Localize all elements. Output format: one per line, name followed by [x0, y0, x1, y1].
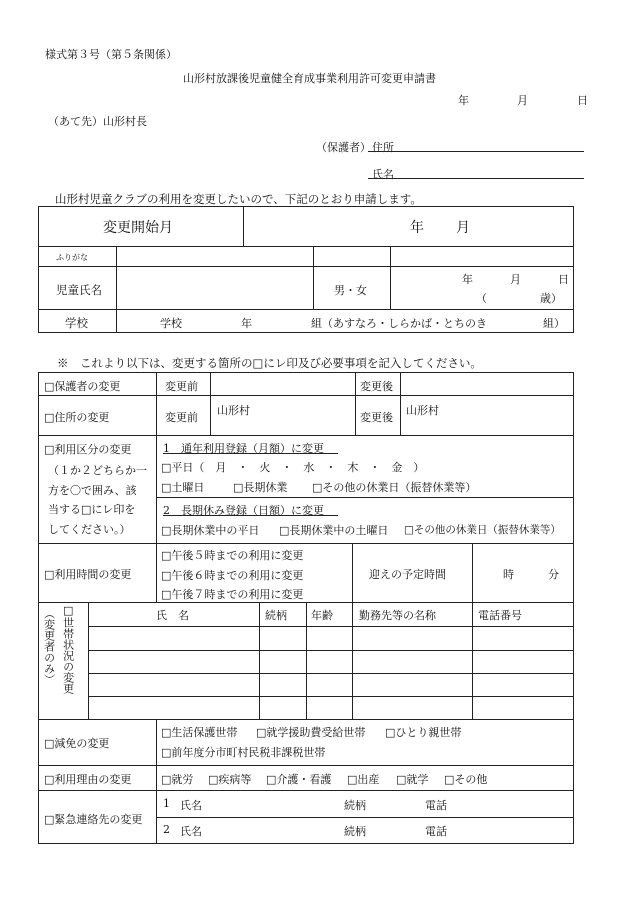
emergency-2-phone[interactable]: 電話: [425, 825, 447, 838]
birth-year[interactable]: 年: [462, 273, 473, 286]
guardian-label: （保護者）: [316, 141, 371, 154]
addressee: （あて先）山形村長: [48, 115, 147, 128]
pickup-hour[interactable]: 時: [503, 568, 514, 581]
reason-work[interactable]: □就労: [161, 773, 194, 786]
date-month[interactable]: 月: [517, 94, 528, 107]
form-number: 様式第３号（第５条関係）: [45, 48, 177, 61]
reason-change-checkbox[interactable]: □利用理由の変更: [44, 773, 132, 786]
weekdays-checkbox[interactable]: □平日（ 月 ・ 火 ・ 水 ・ 木 ・ 金 ）: [161, 461, 425, 474]
address-before-label: 変更前: [165, 411, 198, 424]
time-change-checkbox[interactable]: □利用時間の変更: [44, 568, 132, 581]
household-sub-label: （変更者のみ）: [42, 608, 56, 685]
address-label: 住所: [372, 141, 394, 154]
furigana-label: ふりがな: [56, 253, 88, 262]
household-header-relation: 続柄: [265, 609, 287, 622]
date-day[interactable]: 日: [577, 94, 588, 107]
school-field[interactable]: 学校: [160, 317, 182, 330]
household-header-age: 年齢: [311, 609, 333, 622]
address-after-village[interactable]: 山形村: [406, 404, 439, 417]
page-title: 山形村放課後児童健全育成事業利用許可変更申請書: [183, 72, 436, 85]
time-option-5pm[interactable]: □午後５時までの利用に変更: [161, 549, 304, 562]
option2-title[interactable]: 2 長期休み登録（日額）に変更: [163, 504, 324, 517]
household-header-workplace: 勤務先等の名称: [359, 609, 436, 622]
start-month-month[interactable]: 月: [456, 220, 470, 236]
household-change-checkbox[interactable]: □世帯状況の変更: [61, 604, 75, 694]
time-option-6pm[interactable]: □午後６時までの利用に変更: [161, 569, 304, 582]
emergency-1-relation[interactable]: 続柄: [344, 799, 366, 812]
emergency-2-name[interactable]: 氏名: [180, 825, 202, 838]
class-options[interactable]: 組（あすなろ・しらかば・とちのき: [311, 317, 487, 330]
opt2-other-checkbox[interactable]: □その他の休業日（振替休業等）: [404, 524, 561, 536]
emergency-2-relation[interactable]: 続柄: [344, 825, 366, 838]
reason-other[interactable]: □その他: [444, 773, 488, 786]
household-header-phone: 電話番号: [478, 609, 522, 622]
emergency-1-name[interactable]: 氏名: [180, 799, 202, 812]
start-month-label: 変更開始月: [103, 220, 173, 236]
category-note: （１か２どちらか一 方を〇で囲み、該 当する□にレ印を してください。）: [48, 464, 147, 536]
grade-field[interactable]: 年: [241, 317, 252, 330]
exemption-welfare[interactable]: □生活保護世帯: [161, 726, 238, 739]
address-change-checkbox[interactable]: □住所の変更: [44, 411, 110, 424]
exemption-change-checkbox[interactable]: □減免の変更: [44, 737, 110, 750]
address-before-village[interactable]: 山形村: [217, 404, 250, 417]
address-field[interactable]: [368, 151, 584, 152]
start-month-year[interactable]: 年: [410, 220, 424, 236]
name-field[interactable]: [368, 178, 584, 179]
option1-title[interactable]: 1 通年利用登録（月額）に変更: [163, 442, 324, 455]
time-option-7pm[interactable]: □午後７時までの利用に変更: [161, 588, 304, 601]
age-open: （: [476, 292, 487, 305]
reason-childbirth[interactable]: □出産: [347, 773, 380, 786]
child-name-label: 児童氏名: [56, 283, 102, 297]
exemption-single-parent[interactable]: □ひとり親世帯: [385, 726, 462, 739]
opt2-saturday-checkbox[interactable]: □長期休業中の土曜日: [279, 524, 389, 537]
birth-day[interactable]: 日: [558, 273, 569, 286]
address-after-label: 変更後: [360, 411, 393, 424]
emergency-1-no: 1: [163, 797, 170, 810]
guardian-after-label: 変更後: [360, 380, 393, 393]
long-holiday-checkbox[interactable]: □長期休業: [233, 481, 288, 494]
instruction-note: ※ これより以下は、変更する箇所の□にレ印及び必要事項を記入してください。: [57, 356, 482, 370]
pickup-time-label: 迎えの予定時間: [369, 568, 446, 581]
household-header-name: 氏 名: [156, 609, 189, 622]
age-close[interactable]: 歳）: [540, 292, 562, 305]
category-change-checkbox[interactable]: □利用区分の変更: [44, 443, 132, 456]
emergency-1-phone[interactable]: 電話: [425, 799, 447, 812]
saturday-checkbox[interactable]: □土曜日: [161, 481, 205, 494]
intro-text: 山形村児童クラブの利用を変更したいので、下記のとおり申請します。: [55, 192, 422, 206]
exemption-school-aid[interactable]: □就学援助費受給世帯: [256, 726, 366, 739]
pickup-minute[interactable]: 分: [548, 568, 559, 581]
opt2-weekday-checkbox[interactable]: □長期休業中の平日: [161, 524, 260, 537]
guardian-before-label: 変更前: [165, 380, 198, 393]
reason-care[interactable]: □介護・看護: [266, 773, 332, 786]
school-label: 学校: [65, 316, 88, 330]
emergency-2-no: 2: [163, 823, 170, 836]
other-holiday-checkbox[interactable]: □その他の休業日（振替休業等）: [312, 481, 477, 494]
reason-study[interactable]: □就学: [396, 773, 429, 786]
birth-month[interactable]: 月: [510, 273, 521, 286]
date-year[interactable]: 年: [458, 94, 469, 107]
gender-select[interactable]: 男・女: [334, 284, 367, 297]
class-end: 組）: [543, 317, 565, 330]
guardian-change-checkbox[interactable]: □保護者の変更: [44, 380, 121, 393]
emergency-change-checkbox[interactable]: □緊急連絡先の変更: [44, 813, 143, 826]
name-label: 氏名: [372, 168, 394, 181]
exemption-tax-exempt[interactable]: □前年度分市町村民税非課税世帯: [161, 746, 326, 759]
reason-illness[interactable]: □疾病等: [208, 773, 252, 786]
